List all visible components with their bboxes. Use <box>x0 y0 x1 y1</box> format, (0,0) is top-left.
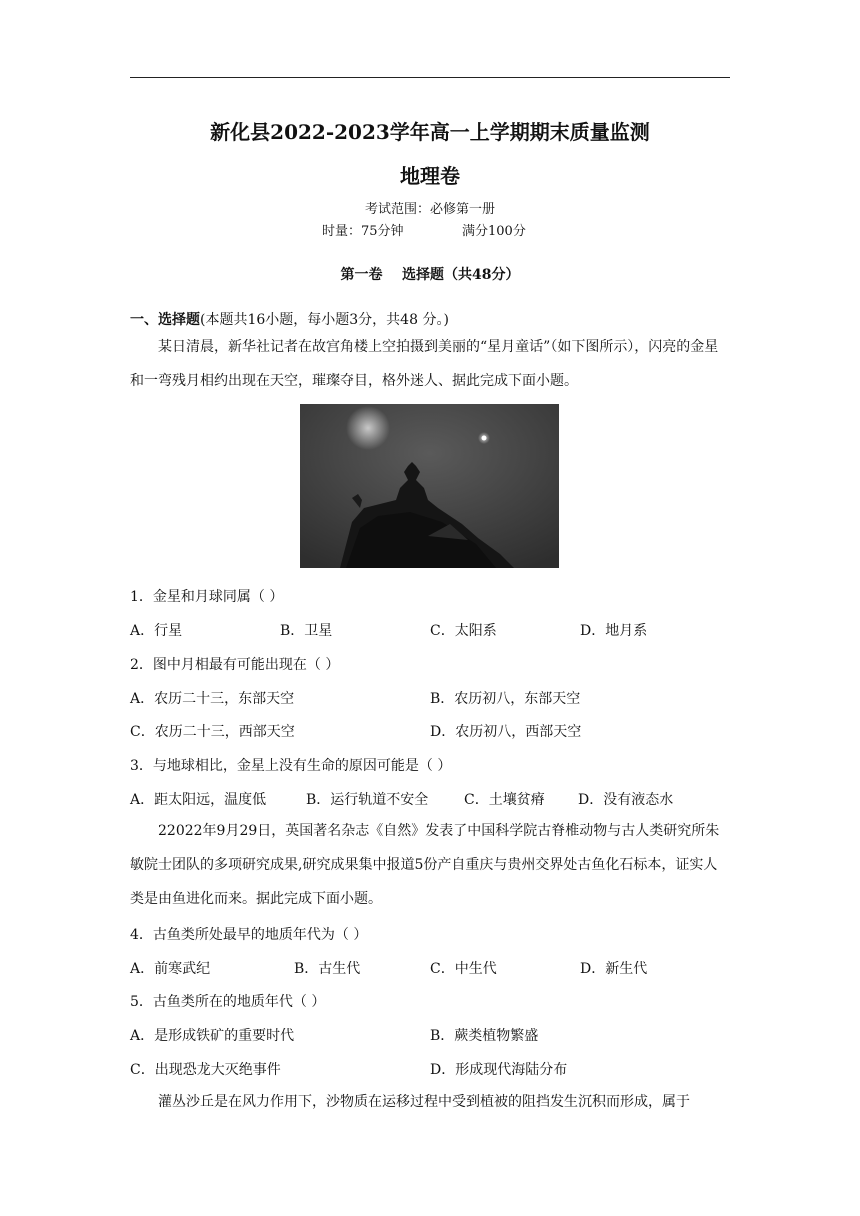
q3-option-c: C．土壤贫瘠 <box>464 792 545 808</box>
q5-option-b: B．蕨类植物繁盛 <box>430 1028 539 1044</box>
q5-stem: 5．古鱼类所在的地质年代（ ） <box>130 994 326 1010</box>
part-note: (本题共16小题，每小题3分，共48 分。) <box>200 312 449 328</box>
q4-stem: 4．古鱼类所处最早的地质年代为（ ） <box>130 927 368 943</box>
q3-option-d: D．没有液态水 <box>578 792 674 808</box>
q1-option-b: B．卫星 <box>280 623 333 639</box>
q5-option-a: A．是形成铁矿的重要时代 <box>130 1028 295 1044</box>
q4-option-d: D．新生代 <box>580 961 648 977</box>
q3-stem: 3．与地球相比，金星上没有生命的原因可能是（ ） <box>130 758 452 774</box>
q2-option-c: C．农历二十三，西部天空 <box>130 724 295 740</box>
q5-option-c: C．出现恐龙大灭绝事件 <box>130 1062 281 1078</box>
exam-time: 时量：75分钟 <box>322 224 404 239</box>
section-heading: 第一卷 选择题（共48分） <box>340 267 520 283</box>
passage-2: 22022年9月29日，英国著名杂志《自然》发表了中国科学院古脊椎动物与古人类研究所朱敏院士团队的多项研究成果,研究成果集中报道5份产自重庆与贵州交界处古鱼化石标本，证实人类是由鱼进化而来。据此完成下面小题。 <box>130 823 720 907</box>
q1-option-a: A．行星 <box>130 623 183 639</box>
exam-scope: 考试范围：必修第一册 <box>364 202 495 217</box>
q1-option-d: D．地月系 <box>580 623 648 639</box>
q4-option-b: B．古生代 <box>294 961 361 977</box>
part-heading <box>130 309 449 329</box>
q2-option-d: D．农历初八，西部天空 <box>430 724 582 740</box>
part-label: 一、选择题 <box>130 312 200 328</box>
q4-option-a: A．前寒武纪 <box>130 961 211 977</box>
q1-option-c: C．太阳系 <box>430 623 497 639</box>
header-rule <box>130 77 730 78</box>
passage-1: 某日清晨，新华社记者在故宫角楼上空拍摄到美丽的“星月童话”（如下图所示），闪亮的金星和一弯残月相约出现在天空，璀璨夺目，格外迷人、据此完成下面小题。 <box>130 339 719 389</box>
moon-venus-photo <box>300 404 559 568</box>
q4-option-c: C．中生代 <box>430 961 497 977</box>
passage-3: 灌丛沙丘是在风力作用下，沙物质在运移过程中受到植被的阻挡发生沉积而形成，属于 <box>158 1094 690 1110</box>
q2-option-a: A．农历二十三，东部天空 <box>130 691 295 707</box>
q3-option-b: B．运行轨道不安全 <box>306 792 429 808</box>
q2-option-b: B．农历初八，东部天空 <box>430 691 581 707</box>
exam-title: 新化县2022-2023学年高一上学期期末质量监测 <box>210 120 650 144</box>
q2-stem: 2．图中月相最有可能出现在（ ） <box>130 657 340 673</box>
q3-option-a: A．距太阳远，温度低 <box>130 792 267 808</box>
q5-option-d: D．形成现代海陆分布 <box>430 1062 568 1078</box>
exam-score: 满分100分 <box>462 224 526 239</box>
exam-subtitle: 地理卷 <box>400 164 460 188</box>
q1-stem: 1．金星和月球同属（ ） <box>130 589 284 605</box>
